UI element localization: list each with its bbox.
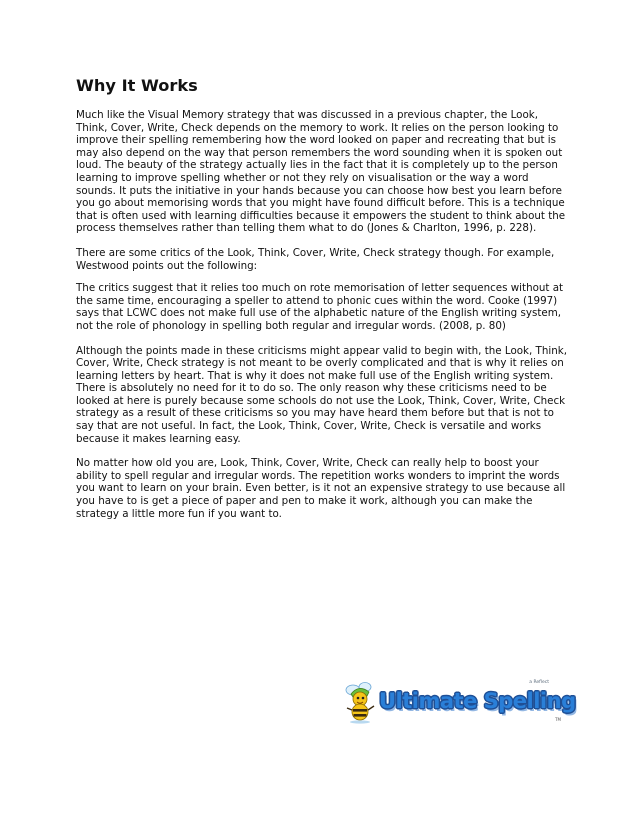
document-body	[76, 76, 568, 532]
paragraph-quote: The critics suggest that it relies too much on rote memorisation of letter sequences without at the same time, encouraging a speller to attend to phonic cues within the word. Cooke (1997) says that LCWC does not make full use of the alphabetic nature of the English writing system, not the role of phonology in spelling both regular and irregular words. (2008, p. 80)	[76, 282, 564, 332]
logo-wordmark: Ultimate Spelling	[379, 689, 576, 713]
paragraph-rebuttal: Although the points made in these criticisms might appear valid to begin with, the Look, Think, Cover, Write, Check strategy is not meant to be overly complicated and that is why it relies on learning letters by heart. That is why it does not make full use of the English writing system. There is absolutely no need for it to do so. The only reason why these criticisms need to be looked at here is purely because some schools do not use the Look, Think, Cover, Write, Check strategy as a result of these criticisms so you may have heard them before but that is not to say that are not useful. In fact, the Look, Think, Cover, Write, Check is versatile and works because it makes learning easy.	[76, 344, 567, 445]
section-title: Why It Works	[76, 76, 198, 95]
paragraph-intro: Much like the Visual Memory strategy that was discussed in a previous chapter, the Look, Think, Cover, Write, Check depends on the memory to work. It relies on the person looking to improve their spelling remembering how the word looked on paper and recreating that but is may also depend on the way that person remembers the word sounding when it is spoken out loud. The beauty of the strategy actually lies in the fact that it is completely up to the person learning to improve spelling whether or not they rely on visualisation or the way a word sounds. It puts the initiative in your hands because you can choose how best you learn before you go about memorising words that you might have found difficult before. This is a technique that is often used with learning difficulties because it empowers the student to think about the process themselves rather than telling them what to do (Jones & Charlton, 1996, p. 228).	[76, 109, 566, 235]
logo-trademark: TM	[555, 717, 561, 722]
logo-byline: a Reflect	[529, 680, 549, 685]
bee-mascot-icon	[343, 680, 383, 724]
ultimate-spelling-logo	[343, 680, 576, 724]
paragraph-critics: There are some critics of the Look, Think, Cover, Write, Check strategy though. For example, Westwood points out the following:	[76, 246, 555, 272]
paragraph-conclusion: No matter how old you are, Look, Think, Cover, Write, Check can really help to boost your ability to spell regular and irregular words. The repetition works wonders to imprint the words you want to learn on your brain. Even better, is it not an expensive strategy to use because all you have to is get a piece of paper and pen to make it work, although you can make the strategy a little more fun if you want to.	[76, 457, 566, 520]
